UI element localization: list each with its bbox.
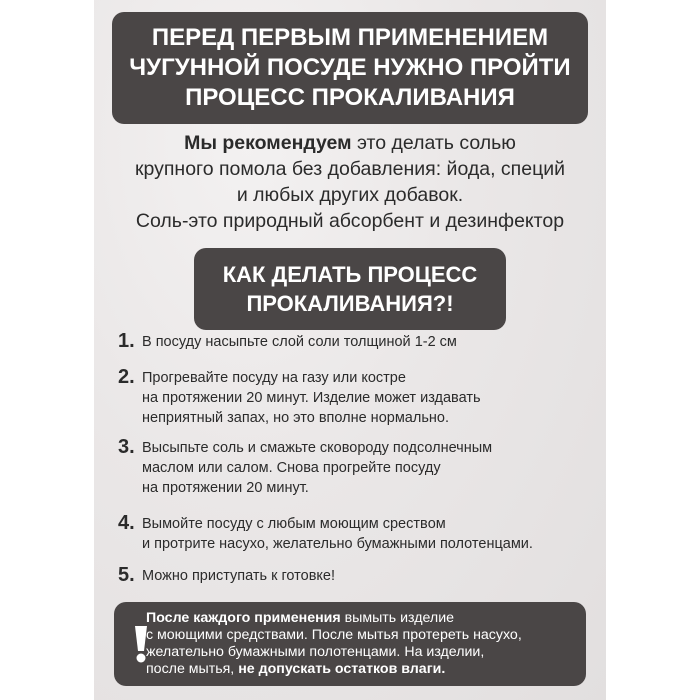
step-text xyxy=(142,332,457,352)
intro-line-1 xyxy=(104,130,596,156)
step-text xyxy=(142,368,481,428)
intro-line-4: Соль-это природный абсорбент и дезинфектор xyxy=(135,210,565,232)
note-text xyxy=(146,610,582,678)
step-number: 3. xyxy=(118,436,135,458)
step-line: и протрите насухо, желательно бумажными полотенцами. xyxy=(142,536,533,552)
note-line-1-rest: вымыть изделие xyxy=(340,610,455,626)
step-number: 2. xyxy=(118,366,135,388)
section-line-1: КАК ДЕЛАТЬ ПРОЦЕСС xyxy=(222,262,478,287)
note-line-3: желательно бумажными полотенцами. На изделии, xyxy=(146,644,485,660)
step-number: 4. xyxy=(118,512,135,534)
header-banner xyxy=(112,12,588,124)
step-line: на протяжении 20 минут. xyxy=(142,480,309,496)
step-line: Прогревайте посуду на газу или костре xyxy=(142,370,406,386)
warning-note xyxy=(114,602,586,686)
note-line-4-pre: после мытья, xyxy=(146,661,239,677)
header-line-1: ПЕРЕД ПЕРВЫМ ПРИМЕНЕНИЕМ xyxy=(151,24,549,51)
step-text xyxy=(142,566,335,586)
step-line: В посуду насыпьте слой соли толщиной 1-2 см xyxy=(142,334,457,350)
header-line-2: ЧУГУННОЙ ПОСУДЕ НУЖНО ПРОЙТИ xyxy=(129,54,571,81)
step-number: 1. xyxy=(118,330,135,352)
intro-bold-lead: Мы рекомендуем xyxy=(184,132,352,154)
intro-line-2: крупного помола без добавления: йода, специй xyxy=(134,158,566,180)
step-line: Высыпьте соль и смажьте сковороду подсолнечным xyxy=(142,440,493,456)
note-line-1 xyxy=(146,610,582,627)
step-line: Вымойте посуду с любым моющим срествoм xyxy=(142,516,446,532)
note-line-2: с моющими средствами. После мытья протереть насухо, xyxy=(146,627,522,643)
step-line: неприятный запах, но это вполне нормально. xyxy=(142,410,449,426)
intro-paragraph xyxy=(104,130,596,234)
section-banner xyxy=(194,248,506,330)
step-line: маслом или салом. Снова прогрейте посуду xyxy=(142,460,441,476)
instruction-card xyxy=(94,0,606,700)
step-number: 5. xyxy=(118,564,135,586)
note-line-4-bold: не допускать остатков влаги. xyxy=(238,661,446,677)
intro-line-3: и любых других добавок. xyxy=(236,184,464,206)
note-line-4 xyxy=(146,661,582,678)
step-line: на протяжении 20 минут. Изделие может издавать xyxy=(142,390,481,406)
step-line: Можно приступать к готовке! xyxy=(142,568,336,584)
step-text xyxy=(142,514,533,554)
step-text xyxy=(142,438,492,498)
header-line-3: ПРОЦЕСС ПРОКАЛИВАНИЯ xyxy=(185,84,515,111)
section-line-2: ПРОКАЛИВАНИЯ?! xyxy=(246,291,454,316)
note-bold-lead: После каждого применения xyxy=(146,610,341,626)
intro-line-1-rest: это делать солью xyxy=(351,132,516,154)
